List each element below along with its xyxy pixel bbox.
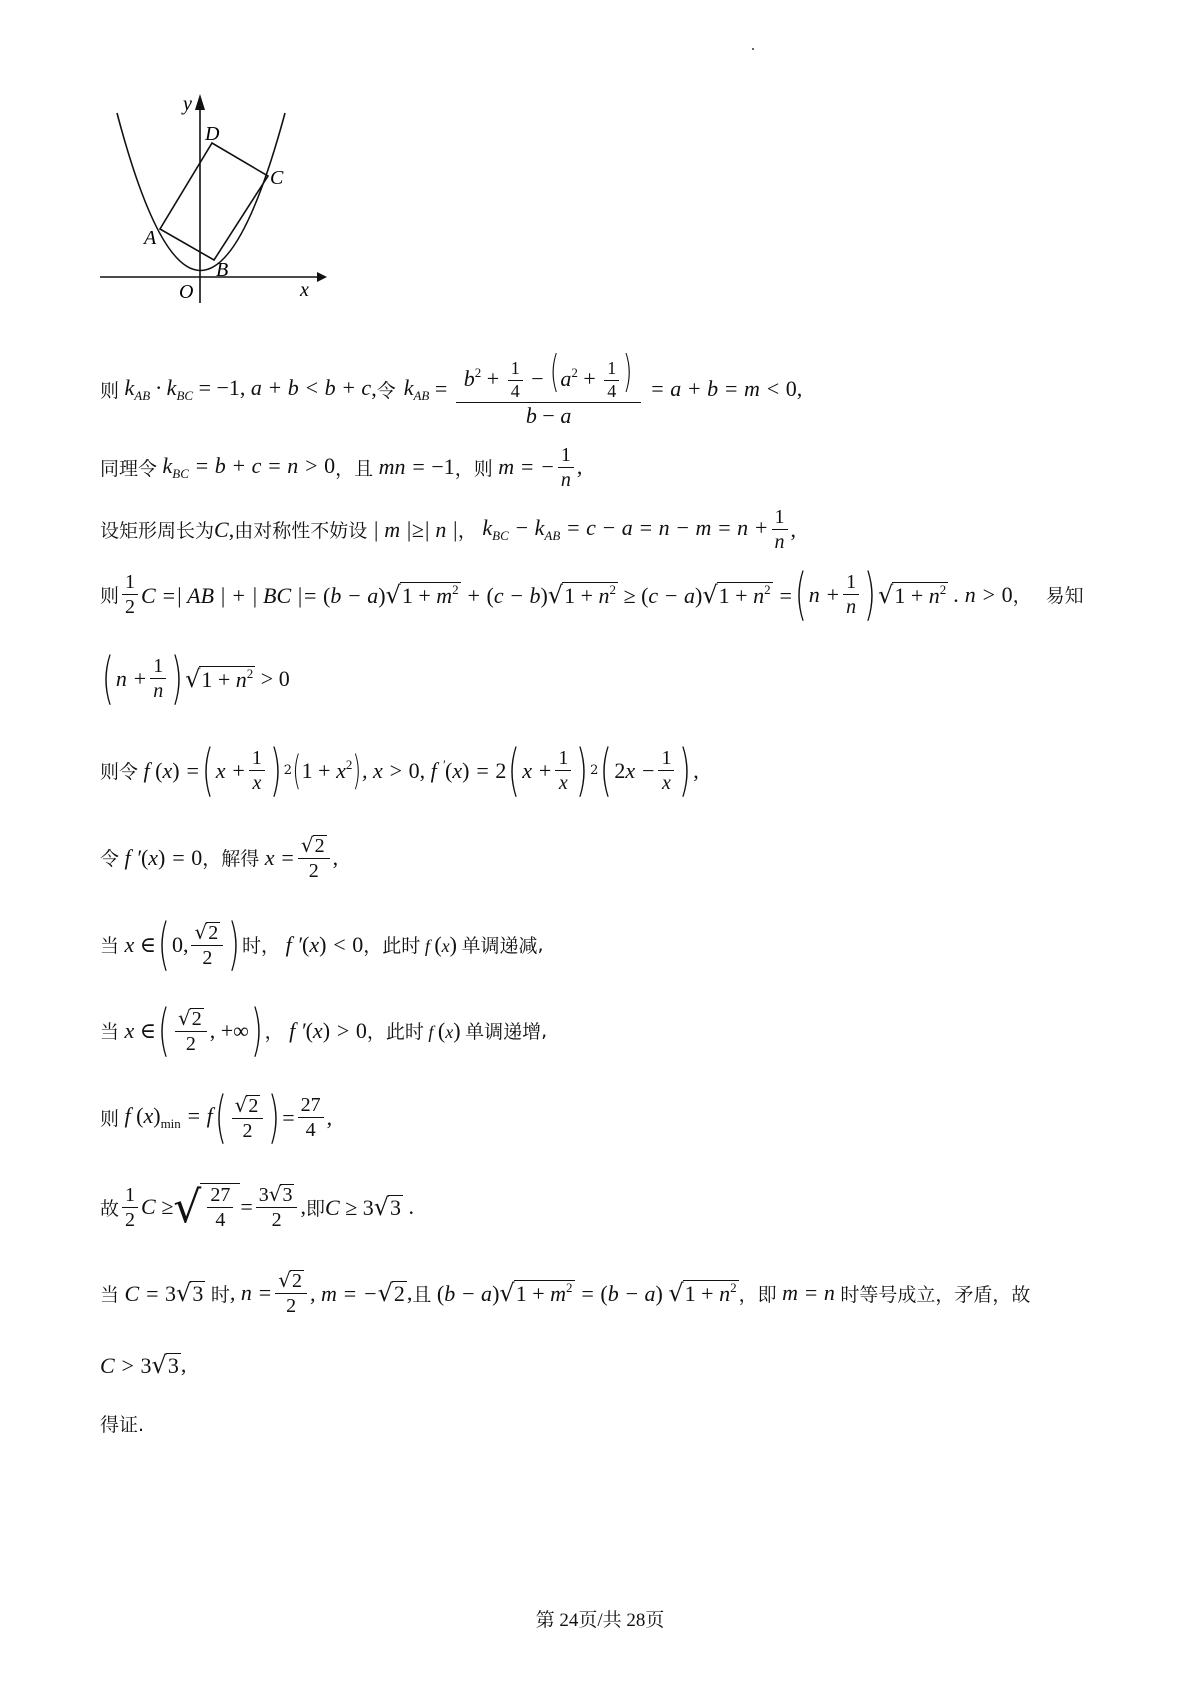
line-11: 故 $\frac{1}{2}$ C ≥ √ $\frac{27}{4}$ = $\frac{3√3}{2}$ , 即 C ≥ 3√3 . [100, 1181, 415, 1233]
label-origin: O [179, 281, 194, 303]
conclusion-text: 得证. [100, 1413, 145, 1436]
label-c: C [270, 167, 284, 189]
slope-fraction: $b^2$ + $\frac{1}{4}$ − ($a^2$ + $\frac{1}{4}$ ) b − a [456, 350, 642, 428]
line-14 [100, 1398, 144, 1448]
label-a: A [144, 227, 157, 249]
label-y: y [183, 93, 192, 115]
rectangle-abcd [160, 143, 268, 260]
parabola-figure [95, 88, 335, 308]
x-axis-arrow [317, 272, 327, 282]
line-9: 当 x ∈ ( $\frac{√2}{2}$ , +∞ ) ， f ′(x) > 0 ， 此时 f (x) 单调递增 , [100, 997, 548, 1063]
line-3: 设矩形周长为 C , 由对称性不妨设 | m |≥| n | ， $k_{BC} - k_{AB} = c - a = n - m = n$ + $\frac{1}{n}$ , [100, 506, 797, 553]
line-8: 当 x ∈ ( 0, $\frac{√2}{2}$ ) 时， f ′(x) < 0 ， 此时 f (x) 单调递减 , [100, 911, 544, 977]
line-10: 则 f $(x)_{min} = f$ ( $\frac{√2}{2}$ ) = $\frac{27}{4}$ , [100, 1084, 333, 1150]
line-7: 令 f ′(x) = 0 ， 解得 x = $\frac{√2}{2}$ , [100, 832, 339, 882]
label-x: x [300, 279, 309, 301]
stray-dot [752, 48, 754, 50]
line-4: 则 $\frac{1}{2}$ C =| AB | + | BC |= $(b - a)√1 + m^2 + (c - b)√1 + n^2 \ge (c - a)√1 + n^2$ = ( n + $\frac{1}{n}$ ) √ $1 + n^2$ . n > 0 ， 易知 [100, 561, 1084, 627]
line-1: 则 $k_{AB} \cdot k_{BC} = -1$, a + b < b + c , 令 $k_{AB}$ = $b^2$ + $\frac{1}{4}$ − ($a^2$ + $\frac{1}{4}$ ) b − a = a + b = m < 0 , [100, 345, 803, 429]
y-axis-arrow [195, 94, 205, 110]
line-6: 则令 f (x) = ( x + $\frac{1}{x}$ ) 2 ( $1 + x^2$ ) , x > 0, f ′(x) = 2 ( x + $\frac{1}{x}$ ) 2 ( 2x − $\frac{1}{x}$ ) , [100, 737, 699, 803]
line-2: 同理令 $k_{BC} = b + c = n > 0$ ， 且 mn = −1 ， 则 m = − $\frac{1}{n}$ , [100, 443, 583, 491]
label-b: B [216, 259, 229, 281]
label-d: D [205, 123, 220, 145]
line-13: C > 3√3 , [100, 1351, 187, 1379]
line-5: ( n + $\frac{1}{n}$ ) √ $1 + n^2$ > 0 [101, 645, 290, 711]
page-number: 第 24页/共 28页 [535, 1610, 665, 1631]
parabola-curve [117, 113, 285, 271]
line-12: 当 C = 3√3 时 , n = $\frac{√2}{2}$ , m = −√2 , 且 $(b - a)√1 + m^2 = (b - a) √1 + n^2$ ， 即 m = n 时等号成立，矛盾，故 [100, 1268, 1031, 1317]
